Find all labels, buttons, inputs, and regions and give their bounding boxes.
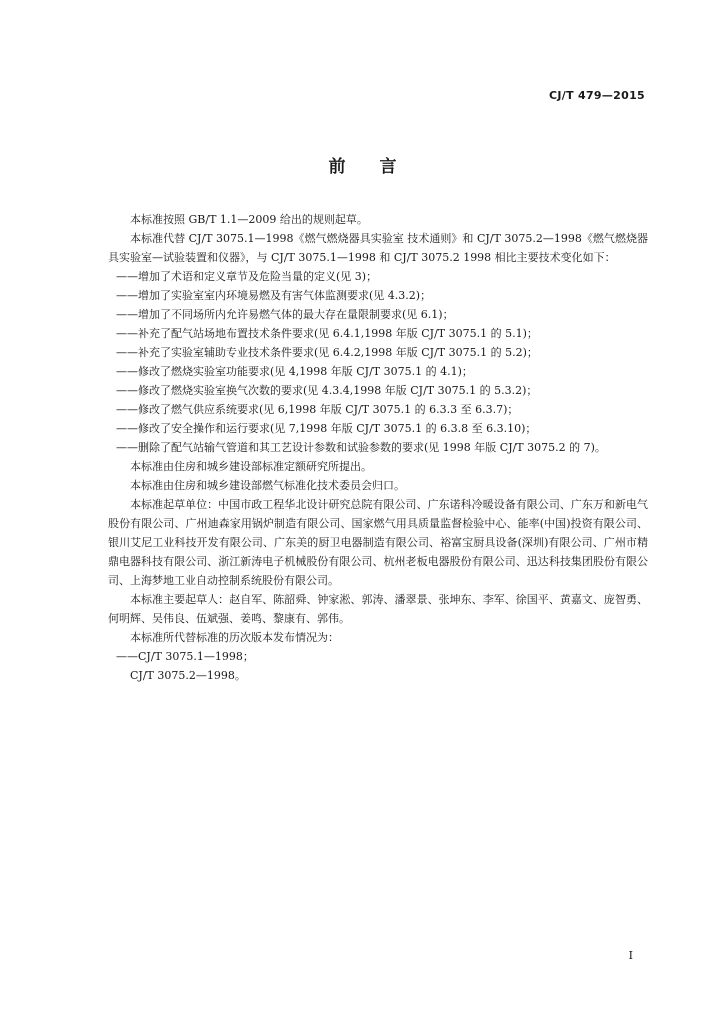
list-item: ——增加了实验室室内环境易燃及有害气体监测要求(见 4.3.2)； [116, 289, 432, 302]
list-item: ——补充了实验室辅助专业技术条件要求(见 6.4.2,1998 年版 CJ/T 3075.1 的 5.2)； [116, 346, 538, 359]
history-item: ——CJ/T 3075.1—1998； [116, 650, 254, 663]
paragraph-drafters: 本标准主要起草人：赵自军、陈韶舜、钟家淞、郭涛、潘翠景、张坤东、李军、徐国平、黄嘉文、庞智勇、何明辉、吴伟良、伍斌强、姜鸣、黎康有、郭伟。 [108, 593, 648, 625]
document-code: CJ/T 479—2015 [549, 89, 645, 102]
paragraph-replacement: 本标准代替 CJ/T 3075.1—1998《燃气燃烧器具实验室 技术通则》和 CJ/T 3075.2—1998《燃气燃烧器具实验室—试验装置和仪器》，与 CJ/T 3075.1—1998 和 CJ/T 3075.2 1998 相比主要技术变化如下： [108, 232, 648, 264]
list-item: ——补充了配气站场地布置技术条件要求(见 6.4.1,1998 年版 CJ/T 3075.1 的 5.1)； [116, 327, 538, 340]
page-title: 前言 [328, 157, 431, 177]
list-item: ——增加了不同场所内允许易燃气体的最大存在量限制要求(见 6.1)； [116, 308, 454, 321]
list-item: ——修改了燃气供应系统要求(见 6,1998 年版 CJ/T 3075.1 的 6.3.3 至 6.3.7)； [116, 403, 519, 416]
paragraph-proposer: 本标准由住房和城乡建设部标准定额研究所提出。 [130, 460, 372, 473]
history-item: CJ/T 3075.2—1998。 [130, 669, 246, 682]
list-item: ——修改了燃烧实验室功能要求(见 4,1998 年版 CJ/T 3075.1 的 4.1)； [116, 365, 473, 378]
paragraph-drafting-units: 本标准起草单位：中国市政工程华北设计研究总院有限公司、广东诺科冷暖设备有限公司、广东万和新电气股份有限公司、广州迪森家用锅炉制造有限公司、国家燃气用具质量监督检验中心、能率(中国)投资有限公司、银川艾尼工业科技开发有限公司、广东美的厨卫电器制造有限公司、裕富宝厨具设备(深圳)有限公司、广州市精鼎电器科技有限公司、浙江新涛电子机械股份有限公司、杭州老板电器股份有限公司、迅达科技集团股份有限公司、上海梦地工业自动控制系统股份有限公司。 [108, 498, 648, 587]
page-number: I [628, 949, 633, 962]
list-item: ——增加了术语和定义章节及危险当量的定义(见 3)； [116, 270, 378, 283]
paragraph-history: 本标准所代替标准的历次版本发布情况为： [130, 631, 339, 644]
list-item: ——修改了安全操作和运行要求(见 7,1998 年版 CJ/T 3075.1 的 6.3.8 至 6.3.10)； [116, 422, 537, 435]
paragraph-administrator: 本标准由住房和城乡建设部燃气标准化技术委员会归口。 [130, 479, 405, 492]
list-item: ——修改了燃烧实验室换气次数的要求(见 4.3.4,1998 年版 CJ/T 3075.1 的 5.3.2)； [116, 384, 538, 397]
paragraph-drafting-rules: 本标准按照 GB/T 1.1—2009 给出的规则起草。 [130, 213, 368, 226]
list-item: ——删除了配气站输气管道和其工艺设计参数和试验参数的要求(见 1998 年版 CJ/T 3075.2 的 7)。 [116, 441, 606, 454]
document-body [108, 210, 648, 685]
